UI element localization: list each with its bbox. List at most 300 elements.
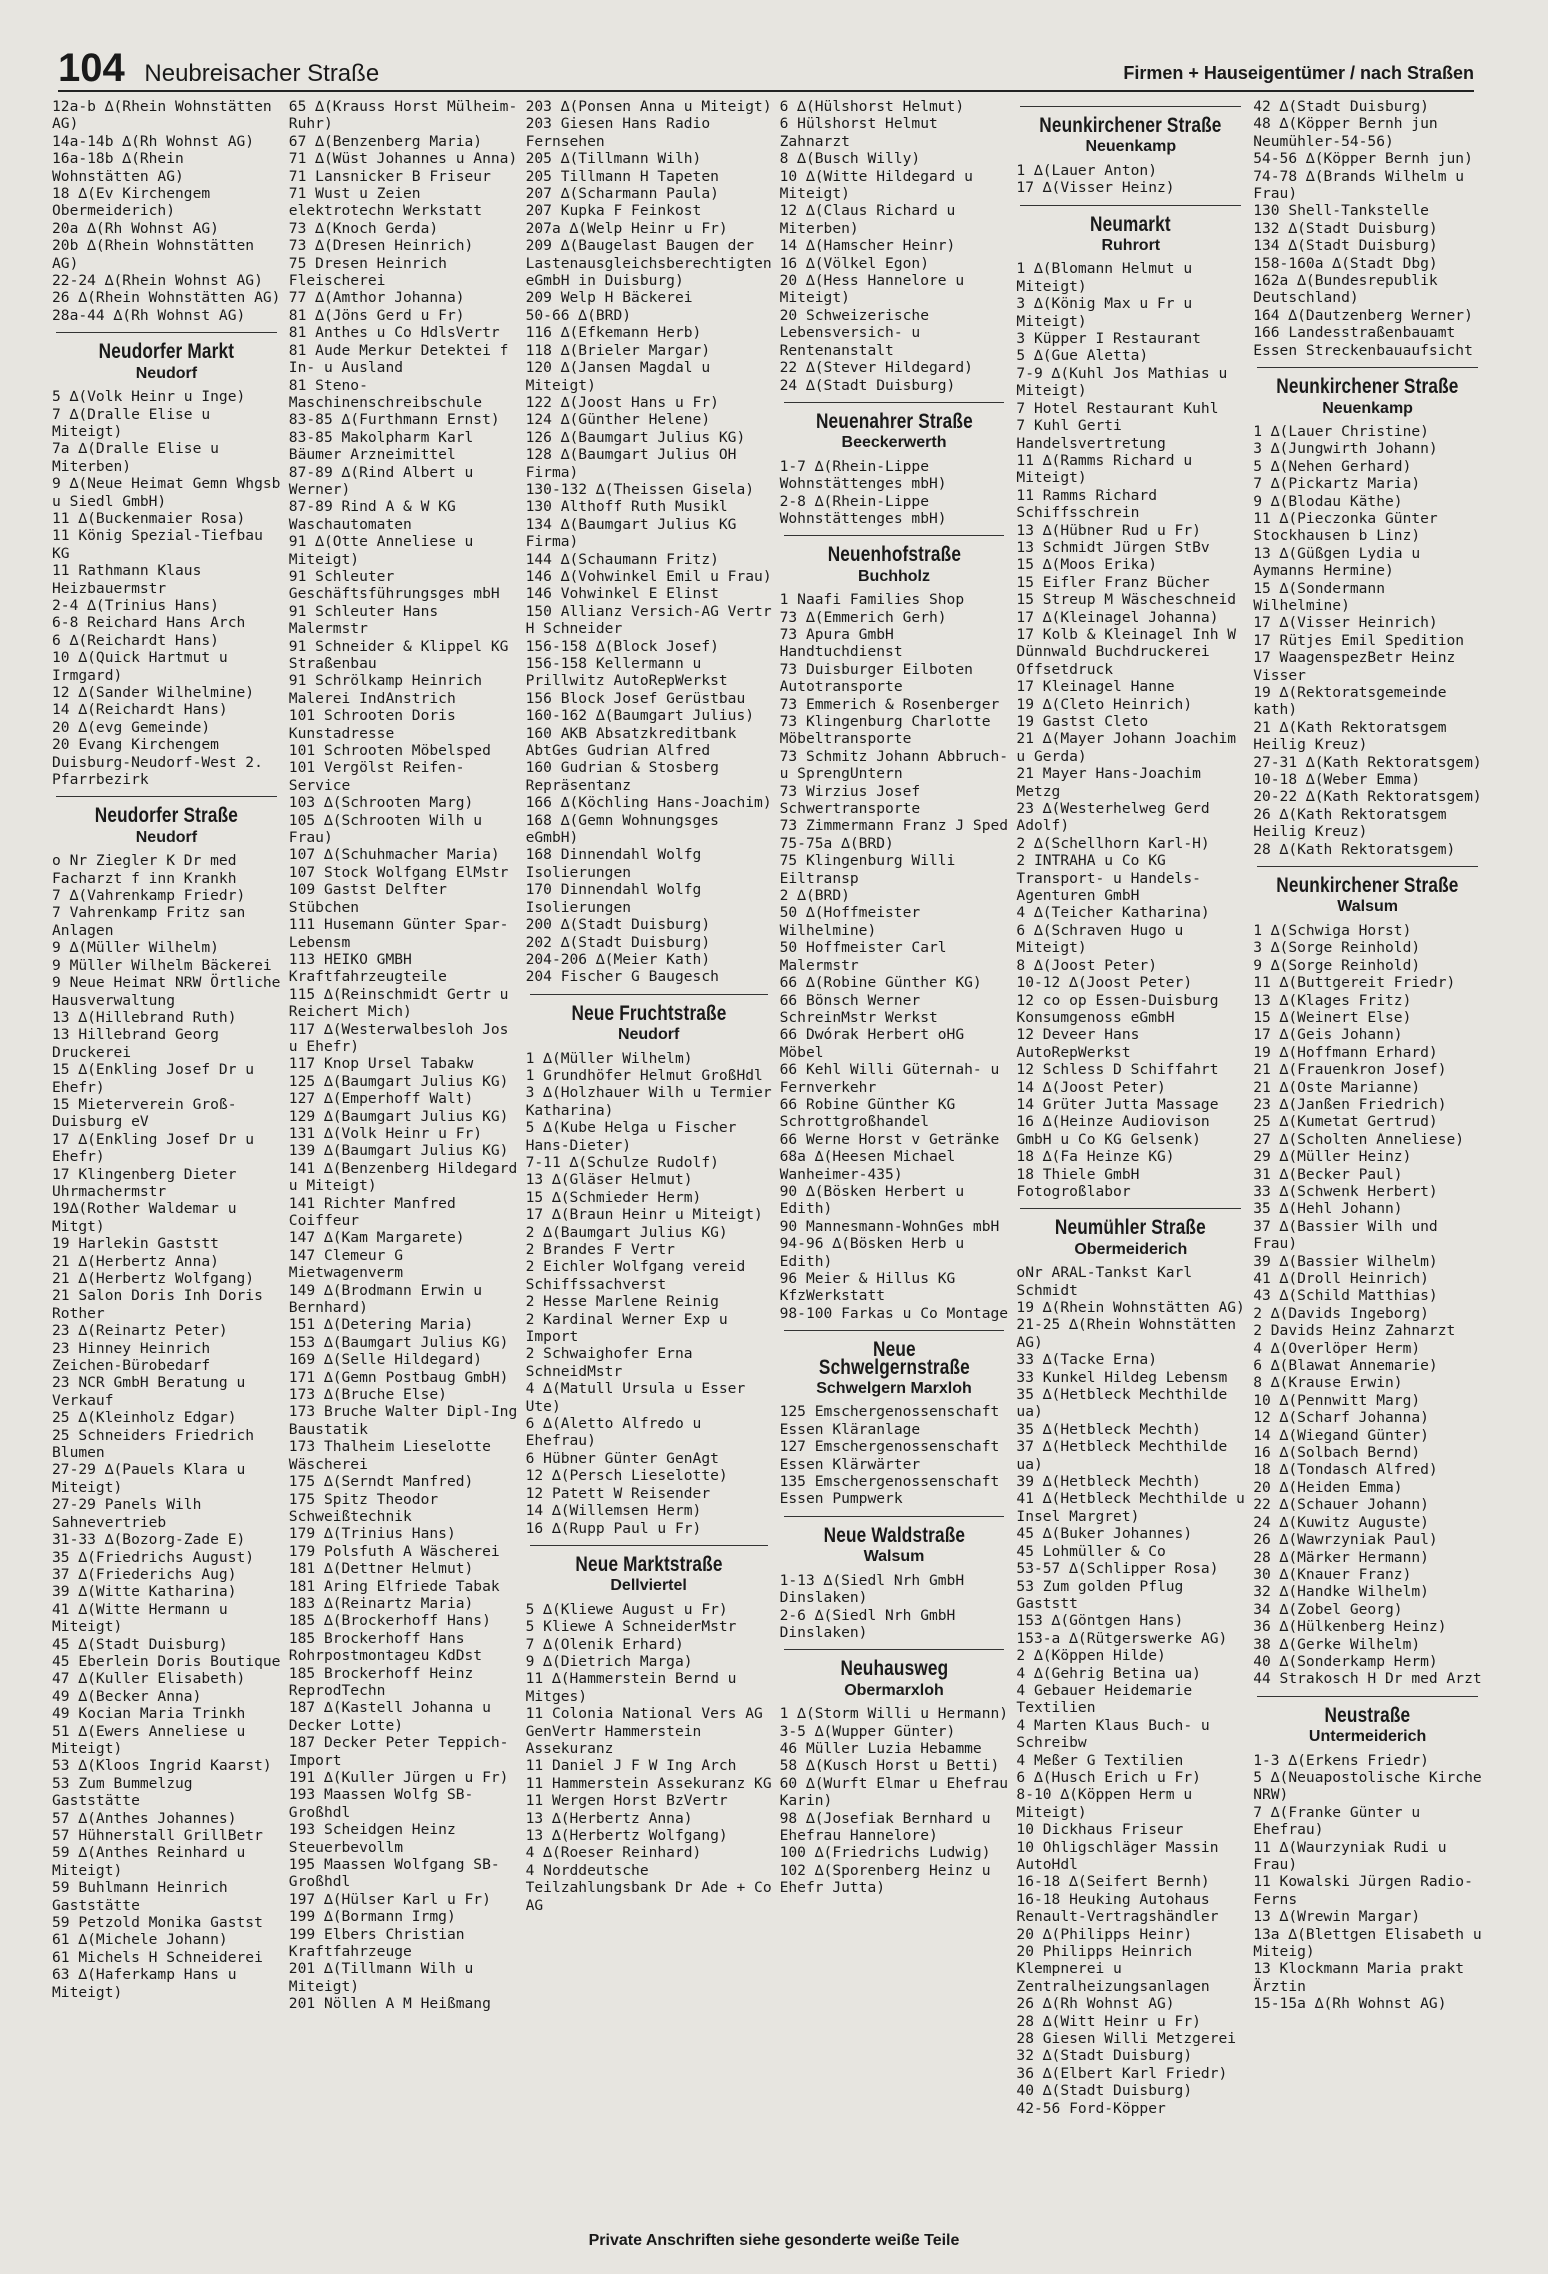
directory-entry: 66 Kehl Willi Güternah- u Fernverkehr	[779, 1061, 1009, 1096]
directory-entry: 4 ∆(Overlöper Herm)	[1253, 1339, 1421, 1357]
directory-entry: oNr ARAL-Tankst Karl Schmidt	[1016, 1264, 1201, 1299]
directory-entry: 166 ∆(Köchling Hans-Joachim)	[525, 794, 772, 812]
column-3	[525, 98, 781, 2218]
header-section-title: Firmen + Hauseigentümer / nach Straßen	[1123, 63, 1474, 83]
directory-entry: 91 ∆(Otte Anneliese u Miteigt)	[288, 533, 483, 568]
directory-entry: 29 ∆(Müller Heinz)	[1253, 1148, 1412, 1166]
directory-entry: 75 Klingenburg Willi Eiltransp	[779, 852, 965, 887]
directory-entry: 65 ∆(Krauss Horst Mülheim-Ruhr)	[288, 98, 518, 133]
directory-entry: 57 ∆(Anthes Johannes)	[52, 1809, 237, 1827]
directory-entry: 14 ∆(Reichardt Hans)	[52, 701, 228, 719]
directory-entry: 81 Aude Merkur Detektei f In- u Ausland	[288, 341, 518, 377]
directory-entry: 26 ∆(Rhein Wohnstätten AG)	[52, 289, 281, 307]
directory-entry: 6 ∆(Blawat Annemarie)	[1253, 1357, 1438, 1375]
directory-entry: 19 ∆(Rhein Wohnstätten AG)	[1016, 1299, 1245, 1316]
directory-entry: 13 ∆(Güßgen Lydia u Aymanns Hermine)	[1253, 544, 1429, 580]
directory-entry: 19 Harlekin Gaststt	[52, 1235, 219, 1253]
section-divider	[530, 994, 768, 995]
directory-entry: 37 ∆(Hetbleck Mechthilde ua)	[1016, 1438, 1237, 1473]
directory-entry: 71 Wust u Zeien elektrotechn Werkstatt	[288, 185, 483, 220]
street-heading: Neunkirchener Straße	[1276, 874, 1459, 898]
directory-entry: 5 ∆(Gue Aletta)	[1016, 347, 1149, 365]
directory-entry: 71 Lansnicker B Friseur	[288, 167, 491, 185]
directory-entry: 124 ∆(Günther Helene)	[525, 411, 711, 429]
directory-entry: 75 Dresen Heinrich Fleischerei	[288, 254, 456, 290]
directory-entry: 41 ∆(Hetbleck Mechthilde u Insel Margret)	[1016, 1490, 1254, 1525]
directory-entry: 160 AKB Absatzkreditbank AbtGes Gudrian Alfred	[525, 724, 746, 760]
directory-entry: 21 ∆(Oste Marianne)	[1253, 1078, 1421, 1096]
directory-entry: 199 ∆(Bormann Irmg)	[288, 1908, 456, 1926]
directory-entry: 14 ∆(Wiegand Günter)	[1253, 1426, 1429, 1444]
directory-entry: 1 ∆(Lauer Christine)	[1253, 422, 1429, 440]
directory-entry: 3 ∆(König Max u Fr u Miteigt)	[1016, 295, 1201, 330]
directory-entry: 207 ∆(Scharmann Paula)	[525, 185, 719, 203]
directory-entry: 2 INTRAHA u Co KG Transport- u Handels-Agenturen GmbH	[1016, 852, 1201, 905]
directory-entry: 36 ∆(Hülkenberg Heinz)	[1253, 1618, 1447, 1636]
directory-entry: 134 ∆(Stadt Duisburg)	[1253, 237, 1438, 255]
directory-entry: 3 ∆(Sorge Reinhold)	[1253, 939, 1421, 957]
directory-entry: 10-12 ∆(Joost Peter)	[1016, 974, 1193, 992]
district-heading: Walsum	[1337, 898, 1398, 916]
directory-entry: 187 Decker Peter Teppich-Import	[288, 1734, 509, 1769]
directory-entry: 21 Mayer Hans-Joachim Metzg	[1016, 765, 1210, 800]
directory-entry: 130-132 ∆(Theissen Gisela)	[525, 480, 755, 498]
section-divider	[1020, 1208, 1241, 1209]
directory-entry: 191 ∆(Kuller Jürgen u Fr)	[288, 1769, 509, 1786]
directory-entry: 4 ∆(Roeser Reinhard)	[525, 1844, 702, 1862]
directory-entry: 28a-44 ∆(Rh Wohnst AG)	[52, 306, 246, 324]
directory-entry: 173 Thalheim Lieselotte Wäscherei	[288, 1438, 500, 1473]
directory-entry: 16-18 ∆(Seifert Bernh)	[1016, 1873, 1210, 1891]
district-heading: Walsum	[863, 1548, 925, 1566]
directory-entry: 25 ∆(Kleinholz Edgar)	[52, 1409, 237, 1427]
directory-entry: 12 ∆(Scharf Johanna)	[1253, 1409, 1429, 1427]
directory-entry: 202 ∆(Stadt Duisburg)	[525, 933, 711, 951]
directory-entry: 23 ∆(Reinartz Peter)	[52, 1322, 228, 1340]
directory-entry: 11 ∆(Hammerstein Bernd u Mitges)	[525, 1670, 746, 1705]
directory-entry: 47 ∆(Kuller Elisabeth)	[52, 1670, 246, 1688]
directory-entry: 193 Scheidgen Heinz Steuerbevollm	[288, 1821, 465, 1856]
directory-entry: 17 ∆(Geis Johann)	[1253, 1026, 1403, 1044]
directory-entry: 15 ∆(Moos Erika)	[1016, 556, 1157, 574]
directory-entry: 9 ∆(Sorge Reinhold)	[1253, 956, 1421, 974]
directory-entry: 20 ∆(Hess Hannelore u Miteigt)	[779, 272, 973, 307]
directory-entry: 4 Norddeutsche Teilzahlungsbank Dr Ade + Co AG	[525, 1861, 781, 1914]
directory-entry: 7 ∆(Pickartz Maria)	[1253, 475, 1421, 493]
directory-entry: 10 Dickhaus Friseur	[1016, 1821, 1184, 1839]
district-heading: Neuenkamp	[1085, 138, 1177, 156]
directory-entry: 200 ∆(Stadt Duisburg)	[525, 916, 711, 934]
street-heading: Neue Marktstraße	[575, 1552, 723, 1576]
directory-entry: 13 Klockmann Maria prakt Ärztin	[1253, 1960, 1473, 1995]
directory-entry: 13 ∆(Hübner Rud u Fr)	[1016, 521, 1201, 539]
directory-entry: 170 Dinnendahl Wolfg Isolierungen	[525, 881, 711, 916]
directory-entry: 195 Maassen Wolfgang SB-Großhdl	[288, 1856, 500, 1891]
directory-entry: 61 ∆(Michele Johann)	[52, 1931, 228, 1949]
district-heading: Beeckerwerth	[841, 434, 947, 452]
directory-columns	[52, 98, 1491, 2218]
directory-entry: 12 ∆(Claus Richard u Miterben)	[779, 202, 965, 237]
directory-entry: 126 ∆(Baumgart Julius KG)	[525, 428, 746, 446]
directory-entry: 66 Robine Günther KG Schrottgroßhandel	[779, 1095, 965, 1131]
directory-entry: 1 ∆(Storm Willi u Hermann)	[779, 1705, 1009, 1723]
directory-entry: 14 ∆(Joost Peter)	[1016, 1078, 1166, 1096]
section-divider	[784, 1516, 1005, 1517]
directory-entry: 42 ∆(Stadt Duisburg)	[1253, 98, 1429, 115]
directory-entry: 153 ∆(Baumgart Julius KG)	[288, 1333, 509, 1351]
section-divider	[784, 1330, 1005, 1331]
directory-entry: 33 ∆(Schwenk Herbert)	[1253, 1182, 1438, 1200]
directory-entry: 53-57 ∆(Schlipper Rosa)	[1016, 1560, 1219, 1578]
directory-entry: 59 Petzold Monika Gastst	[52, 1914, 263, 1932]
directory-entry: 91 Schleuter Geschäftsführungsges mbH	[288, 567, 500, 603]
directory-entry: 12a-b ∆(Rhein Wohnstätten AG)	[52, 98, 281, 133]
column-2	[288, 98, 527, 2218]
directory-entry: 11 Hammerstein Assekuranz KG	[525, 1774, 772, 1792]
directory-entry: 26 ∆(Rh Wohnst AG)	[1016, 1995, 1175, 2013]
directory-entry: 49 Kocian Maria Trinkh	[52, 1705, 246, 1723]
directory-entry: 10 ∆(Quick Hartmut u Irmgard)	[52, 649, 237, 684]
directory-entry: 81 Steno-Maschinenschreibschule	[288, 376, 483, 411]
directory-entry: 13 ∆(Wrewin Margar)	[1253, 1908, 1421, 1926]
directory-entry: 35 ∆(Hehl Johann)	[1253, 1200, 1403, 1218]
directory-entry: 15 ∆(Schmieder Herm)	[525, 1188, 702, 1206]
directory-entry: 38 ∆(Gerke Wilhelm)	[1253, 1635, 1421, 1653]
directory-entry: 81 Anthes u Co HdlsVertr	[288, 324, 500, 342]
directory-entry: 8-10 ∆(Köppen Herm u Miteigt)	[1016, 1786, 1201, 1821]
directory-entry: 17 Rütjes Emil Spedition	[1253, 631, 1465, 649]
directory-entry: 17 ∆(Kleinagel Johanna)	[1016, 608, 1219, 626]
directory-entry: 149 ∆(Brodmann Erwin u Bernhard)	[288, 1281, 491, 1317]
column-6	[1253, 98, 1491, 2218]
directory-entry: 22 ∆(Schauer Johann)	[1253, 1496, 1429, 1514]
directory-entry: 28 ∆(Witt Heinr u Fr)	[1016, 2012, 1201, 2030]
directory-entry: 10 Ohligschläger Massin AutoHdl	[1016, 1838, 1228, 1873]
column-5	[1016, 98, 1254, 2218]
directory-entry: 6 ∆(Husch Erich u Fr)	[1016, 1768, 1201, 1786]
directory-entry: 201 ∆(Tillmann Wilh u Miteigt)	[288, 1960, 483, 1995]
directory-entry: 35 ∆(Friedrichs August)	[52, 1548, 255, 1566]
directory-entry: 23 NCR GmbH Beratung u Verkauf	[52, 1374, 255, 1409]
directory-entry: 122 ∆(Joost Hans u Fr)	[525, 393, 719, 411]
directory-entry: 37 ∆(Bassier Wilh und Frau)	[1253, 1217, 1447, 1253]
directory-entry: 146 Vohwinkel E Elinst	[525, 585, 719, 603]
directory-entry: 36 ∆(Elbert Karl Friedr)	[1016, 2064, 1228, 2082]
directory-entry: 168 Dinnendahl Wolfg Isolierungen	[525, 846, 711, 881]
footer-note: Private Anschriften siehe gesonderte weiße Teile	[588, 2232, 960, 2249]
directory-entry: 66 Bönsch Werner SchreinMstr Werkst	[779, 991, 938, 1026]
directory-entry: 109 Gastst Delfter Stübchen	[288, 881, 456, 916]
directory-entry: 125 Emschergenossenschaft Essen Kläranlage	[779, 1403, 1009, 1438]
directory-entry: 41 ∆(Droll Heinrich)	[1253, 1270, 1429, 1287]
directory-entry: 141 ∆(Benzenberg Hildegard u Miteigt)	[288, 1159, 527, 1195]
directory-entry: 127 Emschergenossenschaft Essen Klärwärter	[779, 1438, 1009, 1473]
directory-entry: 13 ∆(Herbertz Wolfgang)	[525, 1827, 728, 1844]
directory-entry: 16-18 Heuking Autohaus Renault-Vertragshändler	[1016, 1890, 1219, 1926]
directory-entry: 147 ∆(Kam Margarete)	[288, 1229, 465, 1247]
directory-entry: 50 ∆(Hoffmeister Wilhelmine)	[779, 904, 929, 939]
directory-entry: 187 ∆(Kastell Johanna u Decker Lotte)	[288, 1699, 500, 1734]
directory-entry: 101 Vergölst Reifen-Service	[288, 759, 465, 794]
district-heading: Neudorf	[135, 828, 198, 846]
directory-entry: 14 ∆(Willemsen Herm)	[525, 1502, 702, 1520]
directory-entry: 59 Buhlmann Heinrich Gaststätte	[52, 1879, 237, 1914]
directory-entry: 179 Polsfuth A Wäscherei	[288, 1542, 500, 1560]
directory-entry: 87-89 ∆(Rind Albert u Werner)	[288, 463, 483, 498]
section-divider	[784, 402, 1005, 403]
directory-entry: 21 ∆(Herbertz Wolfgang)	[52, 1270, 255, 1287]
directory-entry: 175 Spitz Theodor Schweißtechnik	[288, 1490, 447, 1525]
directory-entry: 91 Schrölkamp Heinrich Malerei IndAnstrich	[288, 672, 491, 707]
directory-entry: 129 ∆(Baumgart Julius KG)	[288, 1107, 509, 1125]
directory-entry: 73 ∆(Emmerich Gerh)	[779, 608, 947, 626]
directory-entry: 27-31 ∆(Kath Rektoratsgem)	[1253, 753, 1482, 771]
directory-entry: 144 ∆(Schaumann Fritz)	[525, 550, 719, 568]
directory-entry: 21 ∆(Herbertz Anna)	[52, 1252, 219, 1270]
directory-entry: 13 ∆(Klages Fritz)	[1253, 991, 1412, 1009]
directory-entry: 35 ∆(Hetbleck Mechthilde ua)	[1016, 1386, 1237, 1421]
directory-entry: 171 ∆(Gemn Postbaug GmbH)	[288, 1368, 509, 1386]
directory-entry: 181 Aring Elfriede Tabak	[288, 1577, 500, 1595]
directory-entry: 5 ∆(Kliewe August u Fr)	[525, 1600, 728, 1618]
directory-entry: 4 Marten Klaus Buch- u Schreibw	[1016, 1716, 1219, 1752]
directory-entry: 32 ∆(Stadt Duisburg)	[1016, 2047, 1193, 2065]
section-divider	[784, 1649, 1005, 1650]
directory-entry: 1 ∆(Schwiga Horst)	[1253, 921, 1412, 939]
directory-entry: 103 ∆(Schrooten Marg)	[288, 794, 474, 812]
directory-entry: 146 ∆(Vohwinkel Emil u Frau)	[525, 567, 772, 585]
section-divider	[530, 1545, 768, 1546]
directory-entry: 26 ∆(Kath Rektoratsgem Heilig Kreuz)	[1253, 805, 1456, 841]
directory-entry: 101 Schrooten Doris Kunstadresse	[288, 707, 465, 742]
directory-entry: 16 ∆(Rupp Paul u Fr)	[525, 1519, 702, 1537]
directory-entry: 205 ∆(Tillmann Wilh)	[525, 150, 702, 168]
directory-entry: 21 ∆(Mayer Johann Joachim u Gerda)	[1016, 730, 1245, 765]
directory-entry: 28 ∆(Märker Hermann)	[1253, 1548, 1429, 1566]
street-heading: Neue Schwelgernstraße	[818, 1338, 970, 1379]
directory-entry: 13 ∆(Hillebrand Ruth)	[52, 1008, 237, 1026]
directory-entry: 128 ∆(Baumgart Julius OH Firma)	[525, 446, 746, 481]
directory-entry: 127 ∆(Emperhoff Walt)	[288, 1090, 474, 1108]
directory-entry: 51 ∆(Ewers Anneliese u Miteigt)	[52, 1722, 255, 1757]
directory-entry: 18 ∆(Ev Kirchengem Obermeiderich)	[52, 185, 219, 220]
directory-entry: 2-4 ∆(Trinius Hans)	[52, 596, 219, 614]
directory-entry: 207 Kupka F Feinkost	[525, 202, 702, 220]
directory-entry: 11 Kowalski Jürgen Radio-Ferns	[1253, 1873, 1473, 1908]
directory-entry: 7-11 ∆(Schulze Rudolf)	[525, 1153, 719, 1171]
directory-entry: 2 Brandes F Vertr	[525, 1241, 675, 1258]
directory-entry: 4 Meßer G Textilien	[1016, 1751, 1184, 1769]
directory-entry: 7 ∆(Vahrenkamp Friedr)	[52, 887, 246, 905]
directory-entry: 115 ∆(Reinschmidt Gertr u Reichert Mich)	[288, 985, 518, 1021]
street-heading: Neunkirchener Straße	[1276, 375, 1459, 399]
directory-entry: 53 Zum golden Pflug Gaststt	[1016, 1577, 1193, 1612]
directory-entry: 193 Maassen Wolfg SB-Großhdl	[288, 1786, 474, 1821]
directory-entry: 17 ∆(Visser Heinz)	[1016, 179, 1175, 197]
directory-entry: 2 Kardinal Werner Exp u Import	[525, 1310, 737, 1346]
directory-entry: 91 Schneider & Klippel KG Straßenbau	[288, 637, 518, 672]
directory-entry: 102 ∆(Sporenberg Heinz u Ehefr Jutta)	[779, 1861, 1000, 1897]
directory-entry: 20 Evang Kirchengem Duisburg-Neudorf-West 2. Pfarrbezirk	[52, 736, 272, 789]
directory-entry: 13 Schmidt Jürgen StBv	[1016, 538, 1210, 556]
directory-entry: 4 ∆(Matull Ursula u Esser Ute)	[525, 1380, 755, 1415]
directory-entry: 6 ∆(Hülshorst Helmut)	[779, 98, 965, 115]
directory-entry: 75-75a ∆(BRD)	[779, 834, 894, 852]
street-heading: Neue Waldstraße	[823, 1523, 965, 1547]
section-divider	[1020, 205, 1241, 206]
directory-entry: 2 ∆(Schellhorn Karl-H)	[1016, 834, 1210, 852]
directory-entry: 20 ∆(evg Gemeinde)	[52, 718, 211, 736]
directory-entry: 23 ∆(Janßen Friedrich)	[1253, 1095, 1447, 1113]
directory-entry: 30 ∆(Knauer Franz)	[1253, 1565, 1412, 1583]
directory-entry: 13a ∆(Blettgen Elisabeth u Miteig)	[1253, 1925, 1491, 1961]
directory-entry: 5 ∆(Kube Helga u Fischer Hans-Dieter)	[525, 1119, 746, 1154]
directory-entry: 96 Meier & Hillus KG KfzWerkstatt	[779, 1270, 965, 1305]
directory-entry: 168 ∆(Gemn Wohnungsges eGmbH)	[525, 811, 728, 847]
directory-entry: 28 ∆(Kath Rektoratsgem)	[1253, 840, 1456, 858]
directory-entry: 24 ∆(Stadt Duisburg)	[779, 376, 956, 394]
section-divider	[56, 332, 277, 333]
directory-entry: 11 ∆(Buckenmaier Rosa)	[52, 509, 246, 527]
directory-entry: 77 ∆(Amthor Johanna)	[288, 289, 465, 307]
directory-entry: 66 Dwórak Herbert oHG Möbel	[779, 1026, 973, 1061]
directory-entry: 22-24 ∆(Rhein Wohnst AG)	[52, 272, 263, 290]
section-divider	[784, 535, 1005, 536]
directory-entry: 158-160a ∆(Stadt Dbg)	[1253, 254, 1438, 272]
directory-entry: 7 Kuhl Gerti Handelsvertretung	[1016, 417, 1166, 452]
directory-entry: 7 Vahrenkamp Fritz san Anlagen	[52, 904, 255, 939]
section-divider	[1257, 367, 1478, 368]
directory-entry: 107 ∆(Schuhmacher Maria)	[288, 846, 500, 864]
district-heading: Obermarxloh	[844, 1681, 944, 1699]
directory-entry: 50 Hoffmeister Carl Malermstr	[779, 939, 956, 974]
directory-entry: 66 ∆(Robine Günther KG)	[779, 974, 982, 992]
directory-entry: 23 ∆(Westerhelweg Gerd Adolf)	[1016, 800, 1219, 835]
directory-entry: 11 Daniel J F W Ing Arch	[525, 1757, 737, 1775]
directory-entry: 13 ∆(Herbertz Anna)	[525, 1809, 693, 1827]
directory-entry: 9 ∆(Blodau Käthe)	[1253, 492, 1403, 510]
directory-entry: 12 co op Essen-Duisburg Konsumgenoss eGmbH	[1016, 991, 1228, 1026]
directory-entry: 12 Deveer Hans AutoRepWerkst	[1016, 1026, 1149, 1061]
directory-entry: 39 ∆(Bassier Wilhelm)	[1253, 1252, 1438, 1270]
directory-entry: 2 Hesse Marlene Reinig	[525, 1293, 719, 1311]
directory-entry: 67 ∆(Benzenberg Maria)	[288, 132, 483, 150]
directory-entry: 101 Schrooten Möbelsped	[288, 742, 491, 760]
directory-entry: 60 ∆(Wurft Elmar u Ehefrau Karin)	[779, 1774, 1017, 1810]
directory-entry: 17 ∆(Visser Heinrich)	[1253, 614, 1438, 632]
directory-entry: 204 Fischer G Baugesch	[525, 968, 719, 986]
directory-entry: 16 ∆(Völkel Egon)	[779, 254, 929, 272]
directory-entry: 42-56 Ford-Köpper	[1016, 2099, 1166, 2117]
directory-entry: 5 ∆(Neuapostolische Kirche NRW)	[1253, 1768, 1491, 1804]
district-heading: Buchholz	[858, 567, 930, 585]
directory-entry: 2 ∆(Davids Ingeborg)	[1253, 1304, 1429, 1322]
directory-entry: 1 ∆(Blomann Helmut u Miteigt)	[1016, 260, 1201, 295]
directory-entry: 20 Philipps Heinrich Klempnerei u Zentralheizungsanlagen	[1016, 1943, 1210, 1995]
directory-entry: 113 HEIKO GMBH Kraftfahrzeugteile	[288, 950, 447, 986]
directory-entry: 45 ∆(Buker Johannes)	[1016, 1525, 1193, 1543]
directory-entry: 37 ∆(Friederichs Aug)	[52, 1565, 237, 1583]
directory-entry: 125 ∆(Baumgart Julius KG)	[288, 1072, 509, 1090]
street-heading: Neuenahrer Straße	[815, 409, 973, 433]
district-heading: Untermeiderich	[1308, 1728, 1427, 1746]
district-heading: Neudorf	[617, 1026, 680, 1044]
directory-entry: 173 ∆(Bruche Else)	[288, 1386, 447, 1404]
directory-entry: 83-85 ∆(Furthmann Ernst)	[288, 411, 500, 429]
directory-entry: 18 ∆(Fa Heinze KG)	[1016, 1148, 1175, 1166]
directory-entry: 87-89 Rind A & W KG Waschautomaten	[288, 498, 465, 533]
directory-entry: 16 ∆(Heinze Audiovison GmbH u Co KG Gelsenk)	[1016, 1113, 1219, 1148]
directory-entry: 39 ∆(Witte Katharina)	[52, 1583, 237, 1601]
page-header	[58, 34, 1474, 92]
directory-entry: 2 Schwaighofer Erna SchneidMstr	[525, 1345, 702, 1380]
directory-entry: 15 Streup M Wäscheschneid	[1016, 591, 1237, 609]
street-heading: Neuhausweg	[840, 1657, 948, 1681]
directory-entry: 111 Husemann Günter Spar-Lebensm	[288, 916, 509, 951]
directory-entry: 2 Davids Heinz Zahnarzt	[1253, 1322, 1456, 1340]
directory-entry: 27-29 Panels Wilh Sahnevertrieb	[52, 1496, 211, 1531]
directory-entry: 5 Kliewe A SchneiderMstr	[525, 1618, 737, 1636]
directory-entry: 66 Werne Horst v Getränke	[779, 1130, 1000, 1148]
directory-entry: 6 Hübner Günter GenAgt	[525, 1449, 719, 1467]
directory-entry: 31 ∆(Becker Paul)	[1253, 1165, 1403, 1183]
street-heading: Neudorfer Markt	[98, 340, 235, 364]
district-heading: Neuenkamp	[1322, 399, 1413, 417]
directory-entry: 18 ∆(Tondasch Alfred)	[1253, 1461, 1438, 1479]
directory-entry: 6 Hülshorst Helmut Zahnarzt	[779, 115, 947, 150]
section-divider	[56, 796, 277, 797]
directory-entry: 199 Elbers Christian Kraftfahrzeuge	[288, 1925, 474, 1961]
column-4	[779, 98, 1017, 2218]
directory-entry: 26 ∆(Wawrzyniak Paul)	[1253, 1531, 1438, 1549]
directory-entry: 15 Eifler Franz Bücher	[1016, 573, 1210, 591]
directory-entry: 31-33 ∆(Bozorg-Zade E)	[52, 1531, 246, 1549]
directory-entry: 40 ∆(Stadt Duisburg)	[1016, 2082, 1193, 2100]
directory-entry: 131 ∆(Volk Heinr u Fr)	[288, 1124, 483, 1142]
directory-entry: 91 Schleuter Hans Malermstr	[288, 602, 447, 638]
directory-entry: 15 ∆(Sondermann Wilhelmine)	[1253, 579, 1394, 614]
directory-entry: 17 Klingenberg Dieter Uhrmachermstr	[52, 1165, 246, 1200]
directory-entry: 2 Eichler Wolfgang vereid Schiffssachverst	[525, 1258, 755, 1293]
directory-entry: 150 Allianz Versich-AG Vertr H Schneider	[525, 602, 781, 638]
directory-entry: 59 ∆(Anthes Reinhard u Miteigt)	[52, 1844, 255, 1879]
directory-entry: 11 Colonia National Vers AG GenVertr Hammerstein Assekuranz	[525, 1705, 772, 1757]
directory-entry: 45 Lohmüller & Co	[1016, 1542, 1166, 1560]
directory-entry: 203 Giesen Hans Radio Fernsehen	[525, 115, 719, 150]
directory-entry: 44 Strakosch H Dr med Arzt	[1253, 1670, 1482, 1688]
street-heading: Neudorfer Straße	[94, 804, 239, 828]
directory-entry: 100 ∆(Friedrichs Ludwig)	[779, 1844, 991, 1862]
directory-entry: 50-66 ∆(BRD)	[525, 306, 632, 324]
directory-entry: 74-78 ∆(Brands Wilhelm u Frau)	[1253, 167, 1473, 203]
directory-entry: 160-162 ∆(Baumgart Julius)	[525, 707, 755, 725]
directory-entry: 19 ∆(Cleto Heinrich)	[1016, 695, 1193, 713]
directory-entry: 11 König Spezial-Tiefbau KG	[52, 527, 272, 562]
directory-entry: 173 Bruche Walter Dipl-Ing Baustatik	[288, 1403, 527, 1438]
directory-entry: 17 Kolb & Kleinagel Inh W Dünnwald Buchdruckerei Offsetdruck	[1016, 625, 1245, 678]
directory-entry: 153 ∆(Göntgen Hans)	[1016, 1612, 1184, 1630]
directory-entry: 11 Wergen Horst BzVertr	[525, 1792, 728, 1810]
directory-entry: 49 ∆(Becker Anna)	[52, 1687, 202, 1705]
directory-entry: 1-7 ∆(Rhein-Lippe Wohnstättenges mbH)	[779, 457, 947, 493]
directory-entry: 73 Zimmermann Franz J Sped	[779, 817, 1009, 835]
district-heading: Ruhrort	[1101, 237, 1161, 255]
district-heading: Neudorf	[135, 364, 198, 382]
header-street-title: Neubreisacher Straße	[144, 60, 380, 87]
directory-entry: 10 ∆(Pennwitt Marg)	[1253, 1391, 1421, 1409]
directory-entry: 45 Eberlein Doris Boutique	[52, 1652, 281, 1670]
header-left	[58, 46, 379, 90]
